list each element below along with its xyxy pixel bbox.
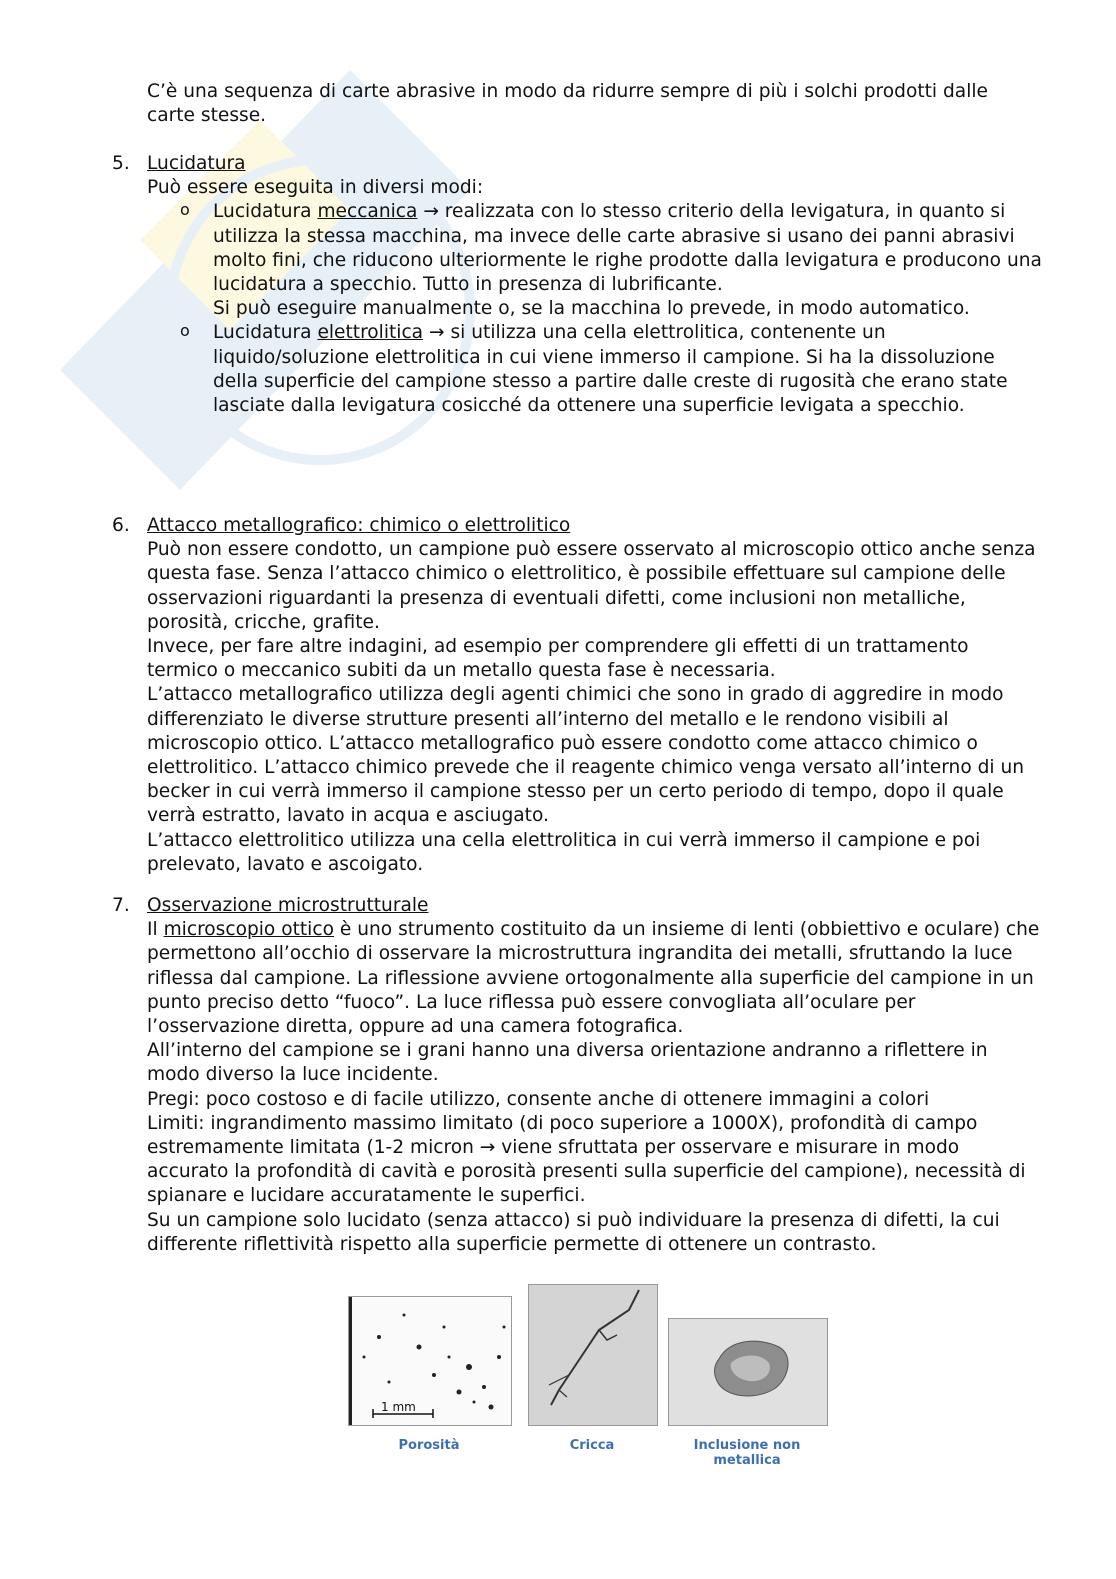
first-prefix: Il — [147, 919, 164, 941]
bullet-meccanica-extra: Si può eseguire manualmente o, se la macchina lo prevede, in modo automatico. — [213, 298, 970, 320]
section-6-paragraph: Invece, per fare altre indagini, ad esempio per comprendere gli effetti di un trattamento termico o meccanico subiti da un metallo questa fase è necessaria. — [147, 636, 969, 682]
intro-text: C’è una sequenza di carte abrasive in modo da ridurre sempre di più i solchi prodotti dalle carte stesse. — [147, 81, 988, 127]
caption-inclusion: Inclusione non metallica — [693, 1438, 801, 1468]
term-elettrolitica: elettrolitica — [317, 322, 424, 344]
bullet-marker: o — [180, 200, 190, 220]
section-6-body — [147, 514, 1042, 877]
term-meccanica: meccanica — [317, 201, 418, 223]
figure-inclusion — [668, 1318, 828, 1426]
intro-paragraph — [147, 80, 1037, 128]
bullet-meccanica-text — [213, 200, 1042, 297]
section-6-paragraph: L’attacco metallografico utilizza degli agenti chimici che sono in grado di aggredire in modo differenziato le diverse strutture presenti all’interno del metallo e le rendono visibili al microscopio ottico. L’attacco metallografico può essere condotto come attacco chimico o elettrolitico. L’attacco chimico prevede che il reagente chimico venga versato all’interno di un becker in cui verrà immerso il campione stesso per un certo periodo di tempo, dopo il quale verrà estratto, lavato in acqua e asciugato. — [147, 684, 1025, 827]
bullet-text: → si utilizza una cella elettrolitica, contenente un liquido/soluzione elettrolitica in cui viene immerso il campione. Si ha la dissoluzione della superficie del campione stesso a partire dalle creste di rugosità che erano state lasciate dalla levigatura cosicché da ottenere una superficie levigata a specchio. — [213, 322, 1008, 417]
porosity-image — [349, 1297, 511, 1425]
bullet-elettrolitica — [147, 321, 1042, 418]
section-6-paragraph: L’attacco elettrolitico utilizza una cella elettrolitica in cui verrà immerso il campione e poi prelevato, lavato e ascoigato. — [147, 829, 981, 875]
inclusion-image — [669, 1319, 827, 1425]
bullet-elettrolitica-text — [213, 321, 1042, 418]
bullet-meccanica — [147, 200, 1042, 321]
section-7-body — [147, 894, 1042, 1257]
section-7-paragraph: All’interno del campione se i grani hanno una diversa orientazione andranno a riflettere in modo diverso la luce incidente. — [147, 1040, 988, 1086]
section-7-paragraph: Su un campione solo lucidato (senza attacco) si può individuare la presenza di difetti, la cui differente riflettività rispetto alla superficie permette di ottenere un contrasto. — [147, 1209, 1000, 1255]
bullet-text: → realizzata con lo stesso criterio della levigatura, in quanto si utilizza la stessa macchina, ma invece delle carte abrasive si usano dei panni abrasivi molto fini, che riducono ulteriormente le righe prodotte dalla levigatura e producono una lucidatura a specchio. Tutto in presenza di lubrificante. — [213, 201, 1042, 296]
section-7-title: Osservazione microstrutturale — [147, 895, 429, 916]
figure-porosity — [348, 1296, 512, 1426]
figure-crack — [528, 1284, 658, 1426]
section-6-paragraph: Può non essere condotto, un campione può essere osservato al microscopio ottico anche senza questa fase. Senza l’attacco chimico o elettrolitico, è possibile effettuare sul campione delle osservazioni riguardanti la presenza di eventuali difetti, come inclusioni non metalliche, porosità, cricche, grafite. — [147, 539, 1036, 633]
term-microscopio: microscopio ottico — [163, 919, 334, 941]
first-text: è uno strumento costituito da un insieme di lenti (obbiettivo e oculare) che permettono all’occhio di osservare la microstruttura ingrandita dei metalli, sfruttando la luce riflessa dal campione. La riflessione avviene ortogonalmente alla superficie del campione in un punto preciso detto “fuoco”. La luce riflessa può essere convogliata all’oculare per l’osservazione diretta, oppure ad una camera fotografica. — [147, 919, 1040, 1038]
bullet-prefix: Lucidatura — [213, 201, 318, 223]
section-5-title: Lucidatura — [147, 153, 246, 174]
scale-bar-label: 1 mm — [381, 1400, 416, 1414]
section-5-lead: Può essere eseguita in diversi modi: — [147, 177, 484, 199]
crack-image — [529, 1285, 657, 1425]
section-7-number: 7. — [112, 895, 130, 916]
caption-crack: Cricca — [569, 1438, 615, 1453]
section-6-number: 6. — [112, 515, 130, 536]
bullet-marker: o — [180, 321, 190, 341]
caption-porosity: Porosità — [398, 1438, 460, 1453]
section-5-body — [147, 152, 1042, 418]
section-5-number: 5. — [112, 153, 130, 174]
section-7-paragraph: Limiti: ingrandimento massimo limitato (di poco superiore a 1000X), profondità di campo estremamente limitata (1-2 micron → viene sfruttata per osservare e misurare in modo accurato la profondità di cavità e porosità presenti sulla superficie del campione), necessità di spianare e lucidare accuratamente le superfici. — [147, 1112, 1026, 1207]
bullet-prefix: Lucidatura — [213, 322, 318, 344]
section-7-first-paragraph — [147, 918, 1042, 1039]
section-7-paragraph: Pregi: poco costoso e di facile utilizzo, consente anche di ottenere immagini a colori — [147, 1088, 930, 1110]
section-6-title: Attacco metallografico: chimico o elettrolitico — [147, 515, 571, 536]
